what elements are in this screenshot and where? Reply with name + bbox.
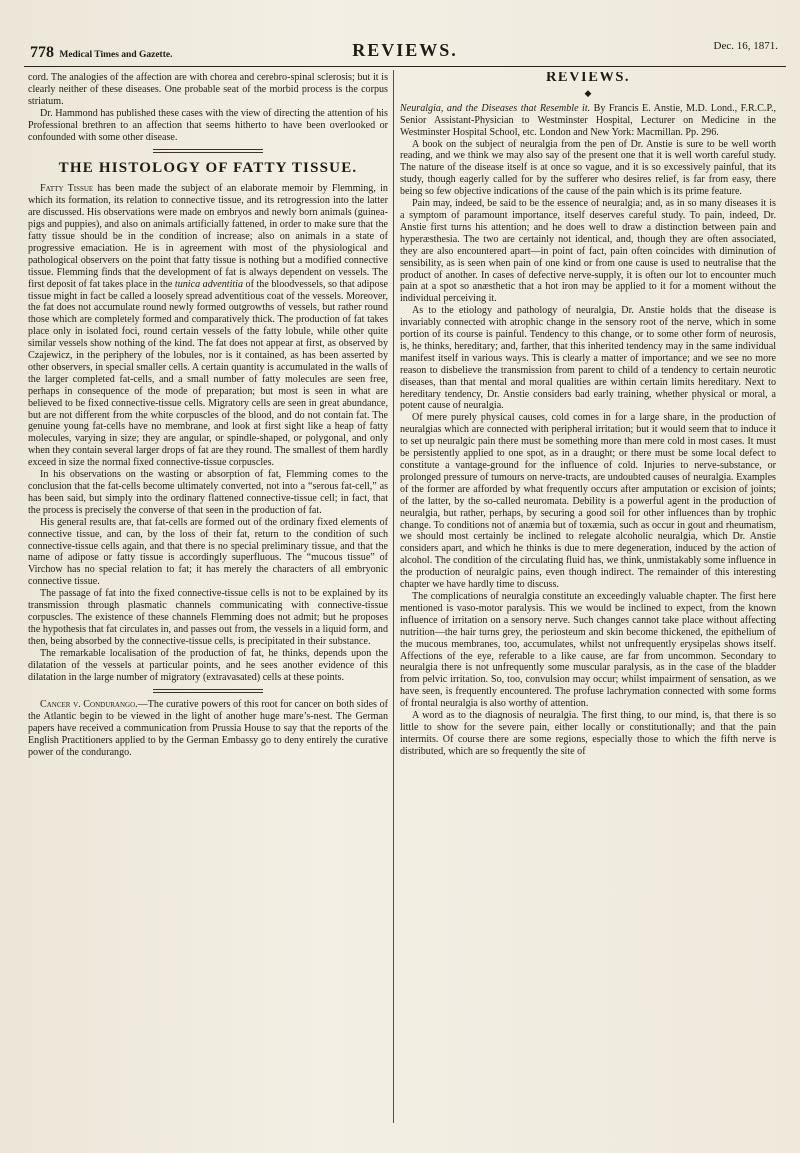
paragraph: A word as to the diagnosis of neuralgia. The first thing, to our mind, is, that there is so little to show for the severe pain, either locally or constitutionally; and that the pain intermits. Of course there are some regions, especially those to which the fifth nerve is distributed, which are so frequently the site of xyxy=(400,710,776,757)
text-run: has been made the subject of an elaborate memoir by Flemming, in which its formation, its relation to connective tissue, and its retrogression into the latter are discussed. His observations were made on embryos and newly born animals (guinea-pigs and puppies), and also on animals artificially fattened, in order to make sure that the fatty tissue should be in the condition of increase; also on animals in a state of progressive emaciation. He is in agreement with most of the physiological and pathological observers on the point that fatty tissue is nothing but a modified connective tissue. Flemming finds that the development of fat is always dependent on vessels. The first deposit of fat takes place in the xyxy=(28,183,388,290)
ornament-icon: ◆ xyxy=(584,87,592,98)
article-paragraph xyxy=(28,183,388,469)
italic-term: tunica adventitia xyxy=(174,278,244,290)
paragraph: cord. The analogies of the affection are with chorea and cerebro-spinal sclerosis; but it is clearly neither of these diseases. One probable seat of the morbid process is the corpus striatum. xyxy=(28,72,388,107)
running-head: REVIEWS. xyxy=(352,40,458,60)
reviews-heading: REVIEWS. xyxy=(545,72,631,85)
book-details: By Francis E. Anstie, M.D. Lond., F.R.C.P., Senior Assistant-Physician to Westminster Hospital, Lecturer on Medicine in the Westminster Hospital School, etc. London and New York: Macmillan. Pp. 296. xyxy=(400,102,776,138)
paragraph: In his observations on the wasting or absorption of fat, Flemming comes to the conclusion that the fat-cells become ultimately converted, not into a “serous fat-cell,” as has been said, but simply into the ordinary flattened connective-tissue cell; in fact, that the process is precisely the converse of that seen in the production of fat. xyxy=(28,469,388,516)
right-column xyxy=(400,72,776,1145)
paragraph: His general results are, that fat-cells are formed out of the ordinary fixed elements of connective tissue, and can, by the loss of their fat, return to the condition of such connective-tissue cells again, and that there is no special preliminary tissue, and that the name of adipose or fatty tissue is accordingly superfluous. The “mucous tissue” of Virchow has no special relation to fat; it has merely the characters of all embryonic connective tissue. xyxy=(28,516,388,588)
paragraph: A book on the subject of neuralgia from the pen of Dr. Anstie is sure to be well worth reading, and we think we may also say of the present one that it is well worth careful study. The nature of the disease itself is at once so vague, and it is so excessively painful, that its study, though eagerly called for by the sufferer who desires relief, is far from easy, there being so few objective indications of the cause of the pain which is its prime feature. xyxy=(400,138,776,198)
text-run: —The curative powers of this root for cancer on both sides of the Atlantic begin to be viewed in the light of another huge mare’s-nest. The German papers have received a communication from Prussia House to say that the reports of the English Practitioners applied to by the German Embassy go to deny entirely the curative power of the condurango. xyxy=(28,699,388,759)
paragraph: The complications of neuralgia constitute an exceedingly valuable chapter. The first here mentioned is vaso-motor paralysis. This we would be inclined to expect, from the known influence of irritation on a sensory nerve. Such changes cannot take place without affecting nutrition—the hair turns grey, the periosteum and skin become thickened, the epithelium of the mucous membranes, too, accumulates, whilst not unfrequently erysipelas shows itself. Affections of the eye, referable to a like cause, are far from uncommon. Secondary to neuralgia there is not unfrequently some muscular paralysis, as in the case of the bladder from pelvic irritation. So, too, convulsion may occur; whilst impairment of sensation, as we have seen, is frequently encountered. The profuse lachrymation connected with some forms of frontal neuralgia is also worthy of attention. xyxy=(400,590,776,710)
news-item xyxy=(28,699,388,759)
paragraph: The remarkable localisation of the production of fat, he thinks, depends upon the dilatation of the vessels at particular points, and he sees another evidence of this dilatation in the large number of migratory (extravasated) cells at these points. xyxy=(28,647,388,683)
lead-words: Fatty Tissue xyxy=(40,183,94,195)
text-run: of the bloodvessels, so that adipose tissue might in fact be called a loosely spread adventitious coat of the vessels. Moreover, the fat does not accumulate round newly formed outgrowths of vessels, but rather round those which are completely formed and comparatively thick. The production of fat takes place only in isolated foci, round certain vessels of the fatty lobule, while other quite similar vessels show nothing of the kind. The fat does not appear at first, as observed by Czajewicz, in the periphery of the lobules, nor is it contained, as has been asserted by other observers, in special smaller cells. A certain quantity is accumulated in the walls of the larger completed fat-cells, and a small number of fatty molecules are seen free, perhaps in consequence of the mode of preparation; but most is seen in what are believed to be fixed connective-tissue cells. Migratory cells are seen in great abundance, but are not different from the white corpuscles of the blood, and do not contain fat. The genuine young fat-cells have no membrane, and look at first sight like a heap of fatty molecules, varying in size; they are angular, or spindle-shaped, or polygonal, and only when they contain several larger drops of fat are they round. The smallest of them hardly exceed in size the normal fixed connective-tissue corpuscles. xyxy=(28,278,388,469)
paragraph: Pain may, indeed, be said to be the essence of neuralgia; and, as in so many diseases it is a symptom of paramount importance, itself deserves careful study. To pain, indeed, Dr. Anstie first turns his attention; and he does well to draw a distinction between pain and hyperæsthesia. The two are certainly not identical, and, though they are often associated, they are also encountered apart—in point of fact, pain often coincides with diminution of sensibility, as is seen when pain of one kind or from one cause is used to neutralise that the product of another. In cases of defective nerve-supply, it is often our lot to encounter much pain at a spot so anæsthetic that a hot iron may be applied to it for a moment without the individual perceiving it. xyxy=(400,198,776,305)
section-rule xyxy=(153,149,263,153)
book-citation xyxy=(400,103,776,139)
left-column xyxy=(28,72,388,1145)
item-heading: Cancer v. Condurango. xyxy=(40,699,138,711)
book-title: Neuralgia, and the Diseases that Resemble it. xyxy=(400,102,591,114)
article-title: THE HISTOLOGY OF FATTY TISSUE. xyxy=(58,160,358,177)
paragraph: As to the etiology and pathology of neuralgia, Dr. Anstie holds that the disease is invariably connected with atrophic change in the sensory root of the nerve, which in some portion of its course is painful. Tendency to this change, or to some other form of neurosis, is, he thinks, hereditary; and, farther, that this inherited tendency may in the same individual manifest itself in various ways. This is clearly a matter of importance; and we see no more reason to disbelieve the transmission from parent to child of a tendency to certain neurotic diseases, than that mental and moral qualities are within certain limits hereditary. Next to hereditary tendency, Dr. Anstie considers bad early training, whether physical or moral, a potent cause of neuralgia. xyxy=(400,305,776,412)
journal-name: Medical Times and Gazette. xyxy=(59,50,173,60)
page-header xyxy=(24,38,786,67)
column-divider xyxy=(393,70,394,1123)
section-rule xyxy=(153,689,263,693)
page-number: 778 xyxy=(30,44,54,61)
paragraph: Dr. Hammond has published these cases with the view of directing the attention of his Professional brethren to an affection that seems hitherto to have been overlooked or confounded with some other disease. xyxy=(28,107,388,143)
issue-date: Dec. 16, 1871. xyxy=(713,40,778,52)
paragraph: The passage of fat into the fixed connective-tissue cells is not to be explained by its transmission through plasmatic channels communicating with connective-tissue corpuscles. The existence of these channels Flemming does not admit; but he proposes the hypothesis that fat circulates in, and passes out from, the vessels in a liquid form, and then, being absorbed by the connective-tissue cells, is precipitated in their substance. xyxy=(28,588,388,647)
paragraph: Of mere purely physical causes, cold comes in for a large share, in the production of neuralgias which are connected with peripheral irritation; but it would seem that to induce it to set up neuralgic pain there must be something more than mere cold in most cases. It must be persistently applied to one spot, as in a draught; or there must be some local defect to constitute a vantage-ground for the influence of cold. Injuries to nerve-substance, or prolonged pressure of tumours on nerve-tracts, are undoubted causes of neuralgia. Examples of the former are afforded by what frequently occurs after amputation or excision of joints; of the latter, by the so-called neuromata. Debility is a powerful agent in the production of neuralgia, but rather, perhaps, by securing a good soil for other influences than by trophic change. To conditions not of anæmia but of toxæmia, such as occur in gout and rheumatism, we should most certainly be inclined to relegate alcoholic neuralgia, which Dr. Anstie considers apart, and which he thinks is due to mere degeneration, induced by the action of alcohol. The condition of the circulating fluid has, we think, unmistakably some influence in the production of neuralgic pains, even though indirect. The remainder of this interesting chapter we have hardly time to discuss. xyxy=(400,412,776,591)
